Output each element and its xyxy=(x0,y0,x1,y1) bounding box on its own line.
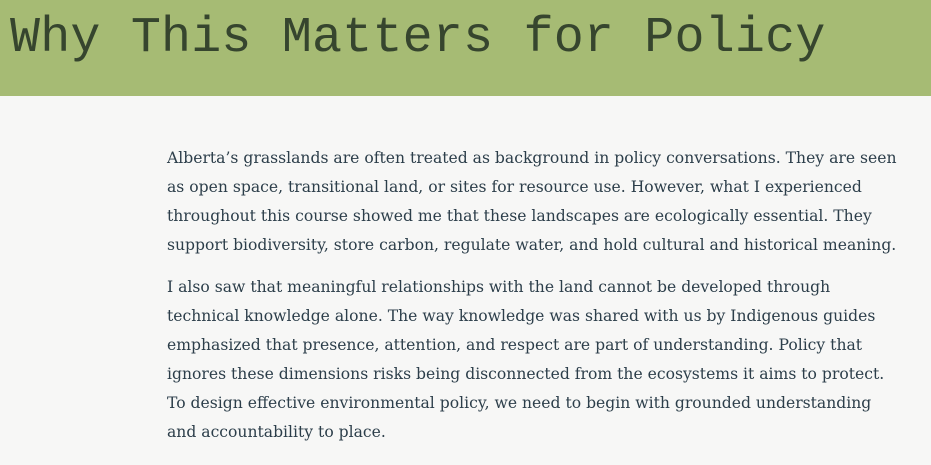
paragraph-relationships: I also saw that meaningful relationships with the land cannot be developed through technical knowledge alone. The way knowledge was shared with us by Indigenous guides emphasized that presence, attention, and respect are part of understanding. Policy that ignores these dimensions risks being disconnected from the ecosystems it aims to protect. To design effective environmental policy, we need to begin with grounded understanding and accountability to place. xyxy=(167,278,885,441)
article-body xyxy=(167,144,902,460)
paragraph-grasslands: Alberta’s grasslands are often treated as background in policy conversations. They are seen as open space, transitional land, or sites for resource use. However, what I experienced throughout this course showed me that these landscapes are ecologically essential. They support biodiversity, store carbon, regulate water, and hold cultural and historical meaning. xyxy=(167,149,897,254)
page-title: Why This Matters for Policy xyxy=(10,10,826,67)
title-banner xyxy=(0,0,931,96)
